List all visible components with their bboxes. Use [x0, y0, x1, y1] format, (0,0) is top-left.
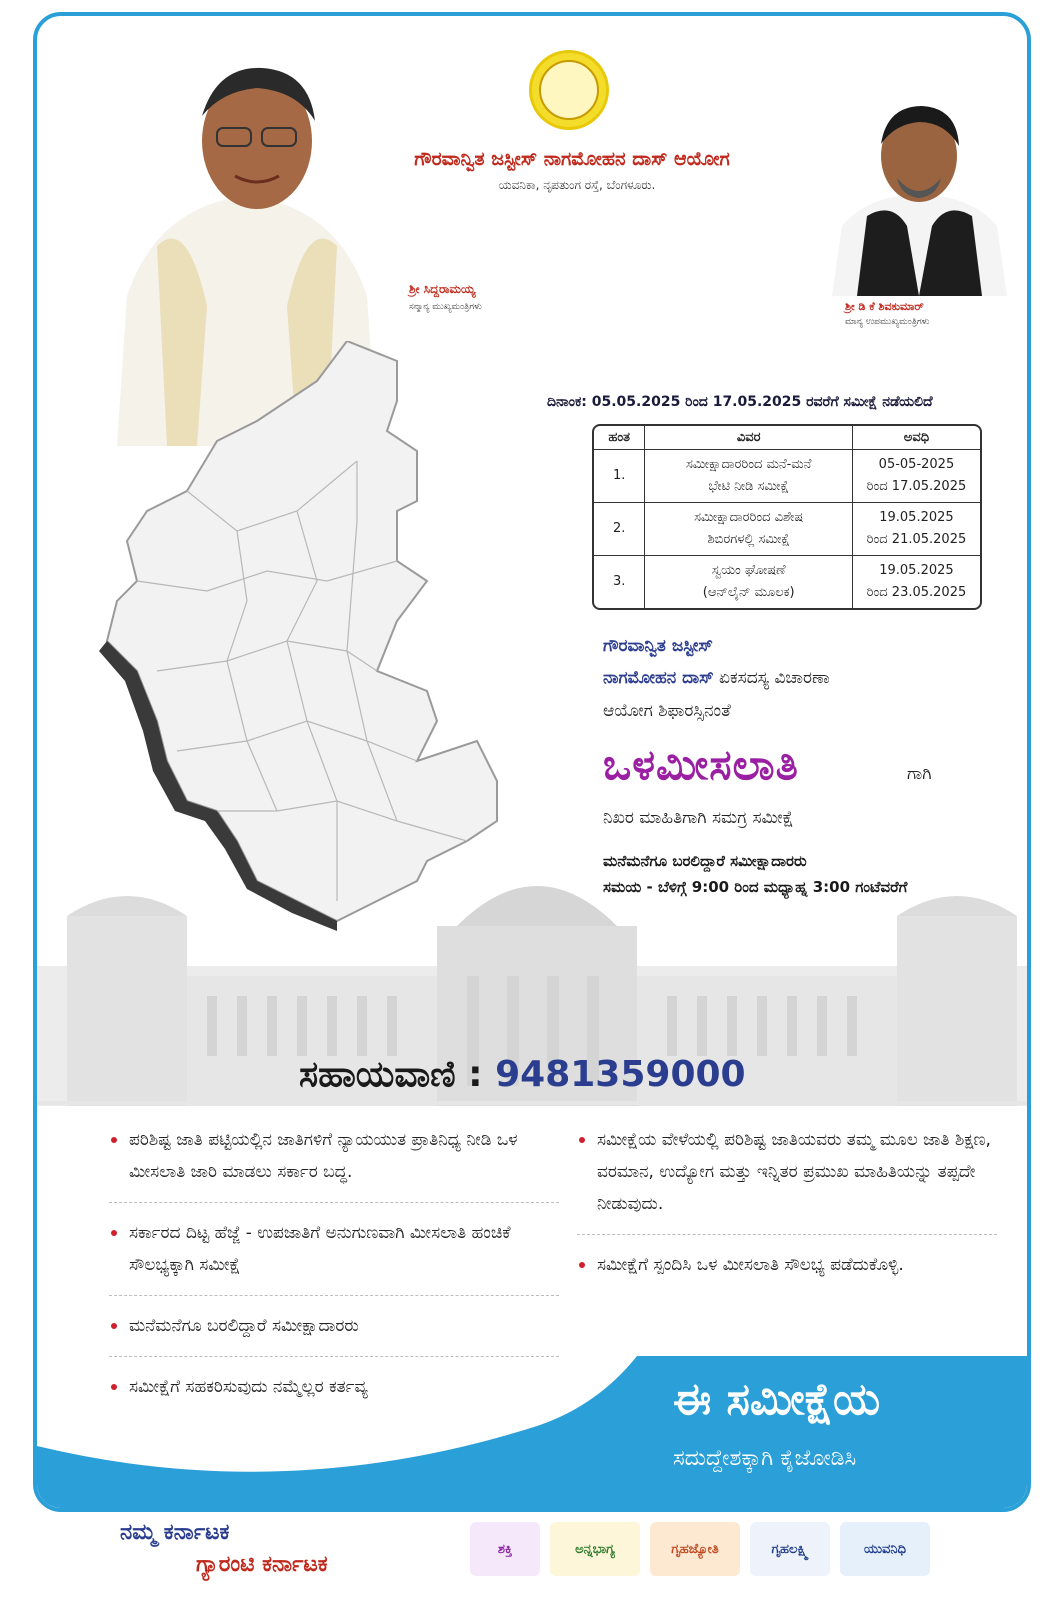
header-detail: ವಿವರ [645, 426, 852, 450]
headline-suffix: ಗಾಗಿ [907, 764, 932, 784]
row-detail [645, 503, 852, 556]
row-period [853, 556, 980, 608]
dcm-role: ಮಾನ್ಯ ಉಪಮುಖ್ಯಮಂತ್ರಿಗಳು [845, 317, 930, 327]
period-line: ರಿಂದ 23.05.2025 [866, 585, 967, 600]
row-period [853, 450, 980, 503]
header-period: ಅವಧಿ [853, 426, 980, 450]
annabhagya-scheme-logo: ಅನ್ನಭಾಗ್ಯ [550, 1522, 640, 1576]
table-row [594, 556, 980, 608]
table-header-row [594, 426, 980, 450]
callout-wave-banner [37, 1356, 1031, 1512]
list-item: ಮನೆಮನೆಗೂ ಬರಲಿದ್ದಾರೆ ಸಮೀಕ್ಷಾದಾರರು [109, 1310, 559, 1357]
list-item: ಸಮೀಕ್ಷೆಗೆ ಸ್ಪಂದಿಸಿ ಒಳ ಮೀಸಲಾತಿ ಸೌಲಭ್ಯ ಪಡೆದುಕೊಳ್ಳಿ. [577, 1249, 997, 1295]
recommendation-rest: ಏಕಸದಸ್ಯ ವಿಚಾರಣಾ [713, 668, 830, 688]
footer-guarantee-karnataka: ಗ್ಯಾರಂಟಿ ಕರ್ನಾಟಕ [196, 1552, 328, 1577]
yuvanidhi-scheme-logo: ಯುವನಿಧಿ [840, 1522, 930, 1576]
recommendation-line-2 [603, 668, 830, 688]
row-phase: 1. [594, 450, 645, 503]
internal-reservation-headline: ಒಳಮೀಸಲಾತಿ [603, 740, 799, 789]
helpline-label: ಸಹಾಯವಾಣಿ : [299, 1054, 496, 1095]
detail-line: ಸಮೀಕ್ಷಾದಾರರಿಂದ ವಿಶೇಷ [694, 510, 804, 525]
period-line: 05-05-2025 [878, 457, 955, 472]
row-period [853, 503, 980, 556]
commission-title: ಗೌರವಾನ್ವಿತ ಜಸ್ಟೀಸ್ ನಾಗಮೋಹನ ದಾಸ್ ಆಯೋಗ [414, 148, 730, 170]
detail-line: ಸಮೀಕ್ಷಾದಾರರಿಂದ ಮನೆ-ಮನೆ [685, 457, 812, 472]
table-row [594, 503, 980, 556]
karnataka-emblem-logo [529, 50, 609, 130]
row-phase: 2. [594, 503, 645, 556]
detail-line: (ಆನ್‌ಲೈನ್ ಮೂಲಕ) [702, 585, 795, 600]
detail-line: ಸ್ವಯಂ ಘೋಷಣೆ [711, 563, 786, 578]
list-item: ಸರ್ಕಾರದ ದಿಟ್ಟ ಹೆಜ್ಜೆ - ಉಪಜಾತಿಗೆ ಅನುಗುಣವಾಗಿ ಮೀಸಲಾತಿ ಹಂಚಿಕೆ ಸೌಲಭ್ಯಕ್ಕಾಗಿ ಸಮೀಕ್ಷೆ [109, 1217, 559, 1296]
callout-title: ಈ ಸಮೀಕ್ಷೆಯ [673, 1374, 881, 1425]
callout-subtitle: ಸದುದ್ದೇಶಕ್ಕಾಗಿ ಕೈಜೋಡಿಸಿ [673, 1446, 857, 1471]
shakti-scheme-logo: ಶಕ್ತಿ [470, 1522, 540, 1576]
period-line: ರಿಂದ 21.05.2025 [866, 532, 967, 547]
poster-frame [33, 12, 1031, 1512]
bullet-list-right [577, 1124, 997, 1309]
karnataka-map [97, 341, 527, 931]
helpline [299, 1054, 746, 1096]
survey-date-line: ದಿನಾಂಕ: 05.05.2025 ರಿಂದ 17.05.2025 ರವರೆಗೆ ಸಮೀಕ್ಷೆ ನಡೆಯಲಿದೆ [547, 394, 933, 410]
recommendation-line-3: ಆಯೋಗ ಶಿಫಾರಸ್ಸಿನಂತೆ [603, 701, 731, 721]
list-item: ಸಮೀಕ್ಷೆಯ ವೇಳೆಯಲ್ಲಿ ಪರಿಶಿಷ್ಟ ಜಾತಿಯವರು ತಮ್ಮ ಮೂಲ ಜಾತಿ ಶಿಕ್ಷಣ, ವರಮಾನ, ಉದ್ಯೋಗ ಮತ್ತು ಇನ್ನಿತರ ಪ್ರಮುಖ ಮಾಹಿತಿಯನ್ನು ತಪ್ಪದೇ ನೀಡುವುದು. [577, 1124, 997, 1235]
surveyors-visit-line: ಮನೆಮನೆಗೂ ಬರಲಿದ್ದಾರೆ ಸಮೀಕ್ಷಾದಾರರು [603, 852, 807, 870]
recommendation-highlight: ನಾಗಮೋಹನ ದಾಸ್ [603, 668, 714, 688]
section-divider [37, 1101, 1031, 1105]
list-item: ಸಮೀಕ್ಷೆಗೆ ಸಹಕರಿಸುವುದು ನಮ್ಮೆಲ್ಲರ ಕರ್ತವ್ಯ [109, 1371, 559, 1417]
dcm-name: ಶ್ರೀ ಡಿ ಕೆ ಶಿವಕುಮಾರ್ [845, 300, 924, 313]
commission-address: ಯವನಿಕಾ, ನೃಪತುಂಗ ರಸ್ತೆ, ಬೆಂಗಳೂರು. [498, 178, 656, 192]
period-line: 19.05.2025 [879, 510, 954, 525]
detail-line: ಶಿಬಿರಗಳಲ್ಲಿ ಸಮೀಕ್ಷೆ [707, 532, 790, 547]
period-line: 19.05.2025 [879, 563, 954, 578]
cm-role: ಸನ್ಮಾನ್ಯ ಮುಖ್ಯಮಂತ್ರಿಗಳು [409, 302, 482, 312]
detail-line: ಭೇಟಿ ನೀಡಿ ಸಮೀಕ್ಷೆ [708, 479, 789, 494]
recommendation-line-4: ನಿಖರ ಮಾಹಿತಿಗಾಗಿ ಸಮಗ್ರ ಸಮೀಕ್ಷೆ [603, 808, 794, 828]
header-phase: ಹಂತ [594, 426, 645, 450]
row-detail [645, 450, 852, 503]
footer-namma-karnataka: ನಮ್ಮ ಕರ್ನಾಟಕ [120, 1520, 230, 1545]
helpline-number[interactable]: 9481359000 [495, 1054, 746, 1095]
recommendation-line-1: ಗೌರವಾನ್ವಿತ ಜಸ್ಟೀಸ್ [603, 636, 713, 656]
gruhalakshmi-scheme-logo: ಗೃಹಲಕ್ಷ್ಮಿ [750, 1522, 830, 1576]
survey-schedule-table [592, 424, 982, 610]
gruhajyothi-scheme-logo: ಗೃಹಜ್ಯೋತಿ [650, 1522, 740, 1576]
table-row [594, 450, 980, 503]
cm-name: ಶ್ರೀ ಸಿದ್ದರಾಮಯ್ಯ [409, 282, 476, 296]
row-detail [645, 556, 852, 608]
list-item: ಪರಿಶಿಷ್ಟ ಜಾತಿ ಪಟ್ಟಿಯಲ್ಲಿನ ಜಾತಿಗಳಿಗೆ ನ್ಯಾಯಯುತ ಪ್ರಾತಿನಿಧ್ಯ ನೀಡಿ ಒಳ ಮೀಸಲಾತಿ ಜಾರಿ ಮಾಡಲು ಸರ್ಕಾರ ಬದ್ಧ. [109, 1124, 559, 1203]
dcm-portrait [827, 86, 1012, 296]
emblem-inner [539, 60, 599, 120]
row-phase: 3. [594, 556, 645, 608]
survey-timing-line: ಸಮಯ - ಬೆಳಿಗ್ಗೆ 9:00 ರಿಂದ ಮಧ್ಯಾಹ್ನ 3:00 ಗಂಟೆವರೆಗೆ [603, 878, 908, 896]
period-line: ರಿಂದ 17.05.2025 [866, 479, 967, 494]
